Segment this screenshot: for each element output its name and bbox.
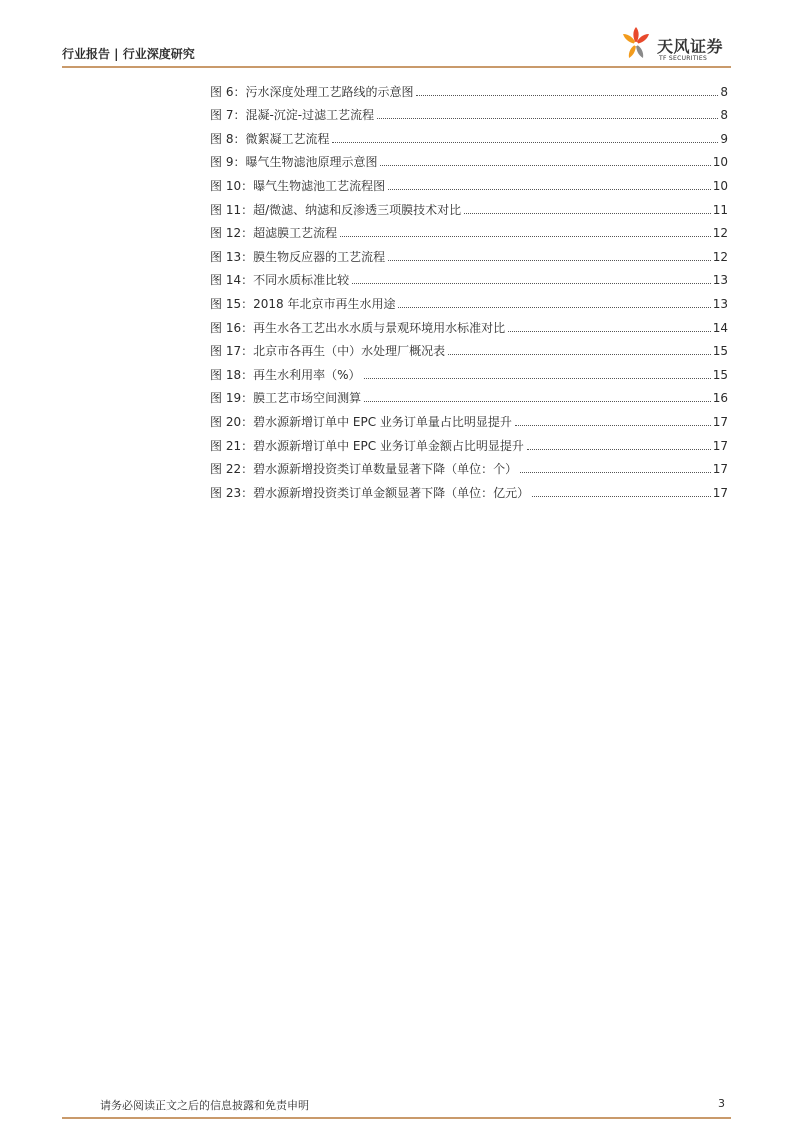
toc-entry-title: 图 16：再生水各工艺出水水质与景观环境用水标准对比 [210,320,506,335]
toc-dot-leader [416,95,718,96]
toc-entry-title: 图 12：超滤膜工艺流程 [210,226,338,241]
toc-dot-leader [532,496,711,497]
page-header [62,0,731,68]
toc-entry-title: 图 22：碧水源新增投资类订单数量显著下降（单位：个） [210,462,518,477]
toc-dot-leader [398,307,710,308]
toc-entry[interactable] [210,123,728,147]
toc-entry[interactable] [210,218,728,242]
toc-dot-leader [515,425,711,426]
toc-entry-title: 图 18：再生水利用率（%） [210,367,361,382]
toc-entry[interactable] [210,241,728,265]
toc-dot-leader [340,236,711,237]
toc-entry-title: 图 21：碧水源新增订单中 EPC 业务订单金额占比明显提升 [210,438,524,453]
toc-entry-page: 13 [712,273,728,288]
report-type-label: 行业报告 | 行业深度研究 [62,47,195,61]
toc-entry[interactable] [210,336,728,360]
toc-entry-title: 图 17：北京市各再生（中）水处理厂概况表 [210,344,446,359]
toc-entry[interactable] [210,477,728,501]
toc-entry-page: 9 [720,131,728,146]
toc-dot-leader [520,472,711,473]
toc-entry-title: 图 10：曝气生物滤池工艺流程图 [210,178,386,193]
toc-dot-leader [508,331,711,332]
toc-entry[interactable] [210,76,728,100]
toc-dot-leader [380,165,710,166]
toc-dot-leader [388,260,711,261]
toc-entry-page: 8 [720,108,728,123]
page-number: 3 [718,1097,725,1110]
toc-entry-page: 16 [712,391,728,406]
toc-dot-leader [364,401,711,402]
toc-dot-leader [352,283,711,284]
toc-entry-page: 17 [712,414,728,429]
toc-entry[interactable] [210,312,728,336]
toc-entry-title: 图 14：不同水质标准比较 [210,273,350,288]
toc-dot-leader [377,118,718,119]
toc-entry[interactable] [210,100,728,124]
toc-entry-page: 8 [720,84,728,99]
toc-entry[interactable] [210,194,728,218]
toc-entry-page: 15 [712,367,728,382]
toc-entry[interactable] [210,147,728,171]
toc-dot-leader [527,449,711,450]
brand-name-cn: 天风证券 [657,37,724,56]
toc-entry[interactable] [210,383,728,407]
toc-dot-leader [464,213,711,214]
figure-list [210,76,728,501]
toc-entry-title: 图 19：膜工艺市场空间测算 [210,391,362,406]
toc-dot-leader [332,142,718,143]
toc-entry-page: 17 [712,462,728,477]
toc-entry-page: 14 [712,320,728,335]
toc-entry-page: 13 [712,296,728,311]
brand-logo [619,24,731,64]
toc-entry-title: 图 20：碧水源新增订单中 EPC 业务订单量占比明显提升 [210,414,512,429]
toc-entry[interactable] [210,406,728,430]
toc-entry[interactable] [210,430,728,454]
toc-entry-title: 图 11：超/微滤、纳滤和反渗透三项膜技术对比 [210,202,462,217]
toc-entry-page: 12 [712,226,728,241]
toc-entry-page: 12 [712,249,728,264]
toc-entry-page: 17 [712,438,728,453]
toc-entry[interactable] [210,288,728,312]
header-divider [62,66,731,68]
toc-dot-leader [364,378,711,379]
toc-entry[interactable] [210,359,728,383]
footer-divider [62,1117,731,1119]
toc-entry-title: 图 23：碧水源新增投资类订单金额显著下降（单位：亿元） [210,485,530,500]
toc-dot-leader [448,354,711,355]
flower-logo-icon [619,24,653,64]
disclaimer-text: 请务必阅读正文之后的信息披露和免责申明 [100,1099,309,1112]
toc-entry-title: 图 6：污水深度处理工艺路线的示意图 [210,84,414,99]
toc-entry-page: 11 [712,202,728,217]
toc-entry-title: 图 7：混凝-沉淀-过滤工艺流程 [210,108,375,123]
toc-entry[interactable] [210,454,728,478]
toc-dot-leader [388,189,711,190]
toc-entry-title: 图 8：微絮凝工艺流程 [210,131,330,146]
toc-entry[interactable] [210,170,728,194]
toc-entry-page: 15 [712,344,728,359]
toc-entry[interactable] [210,265,728,289]
toc-entry-page: 17 [712,485,728,500]
toc-entry-title: 图 9：曝气生物滤池原理示意图 [210,155,378,170]
toc-entry-page: 10 [712,178,728,193]
toc-entry-title: 图 13：膜生物反应器的工艺流程 [210,249,386,264]
toc-entry-title: 图 15：2018 年北京市再生水用途 [210,296,396,311]
toc-entry-page: 10 [712,155,728,170]
brand-name-en: TF SECURITIES [659,55,708,62]
